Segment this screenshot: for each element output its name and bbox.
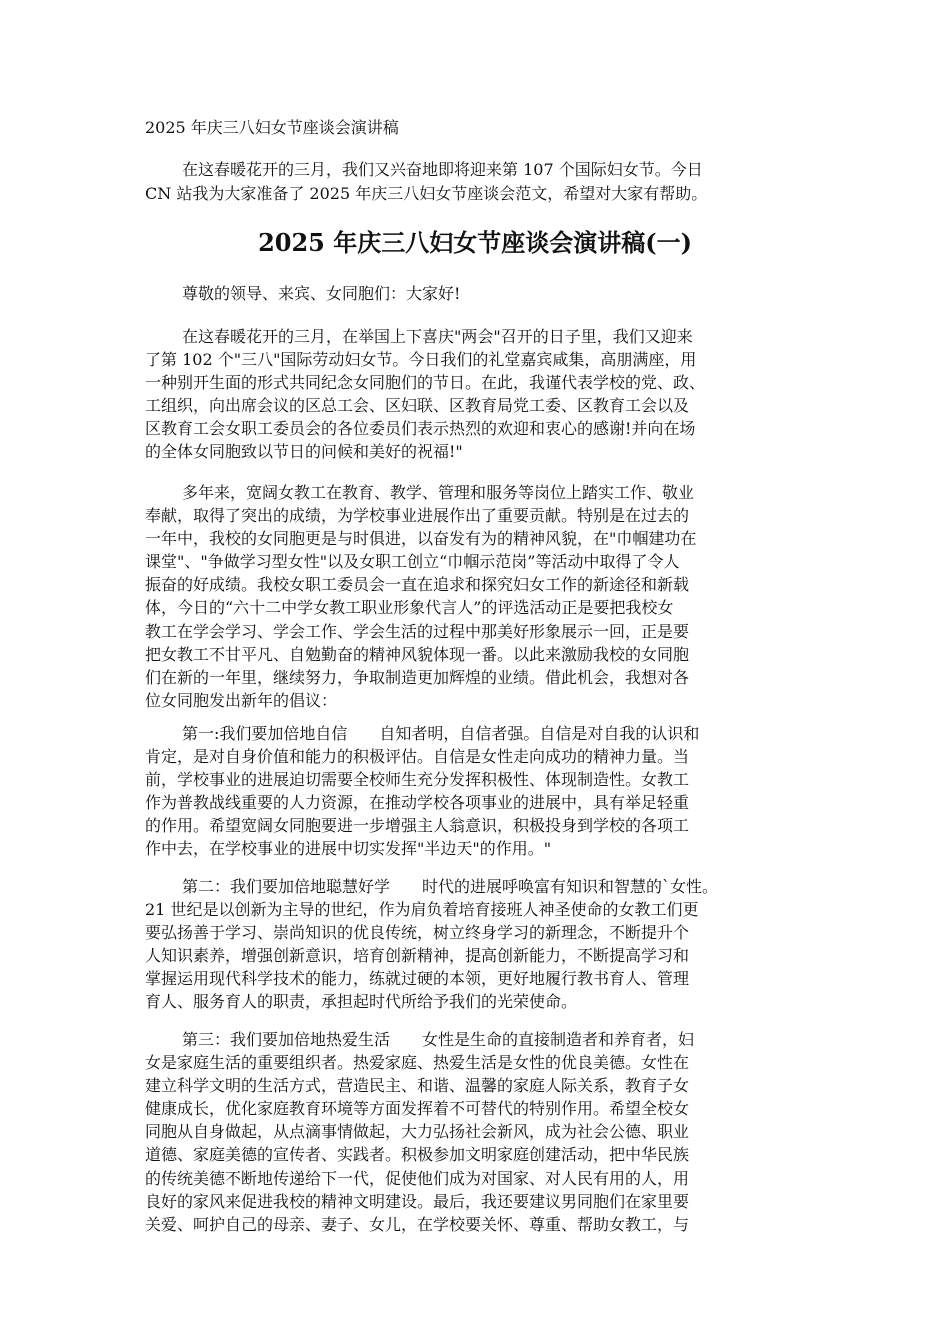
- paragraph-line: 第三：我们要加倍地热爱生活 女性是生命的直接制造者和养育者，妇: [182, 1030, 695, 1049]
- paragraph-line: 了第 102 个"三八"国际劳动妇女节。今日我们的礼堂嘉宾咸集，高朋满座，用: [145, 350, 697, 370]
- paragraph-line: 前，学校事业的进展迫切需要全校师生充分发挥积极性、体现制造性。女教工: [145, 770, 690, 790]
- paragraph-line: 体，今日的“六十二中学女教工职业形象代言人”的评选活动正是要把我校女: [145, 598, 674, 618]
- paragraph-line: 在这春暖花开的三月，在举国上下喜庆"两会"召开的日子里，我们又迎来: [182, 327, 693, 346]
- intro-line: CN 站我为大家准备了 2025 年庆三八妇女节座谈会范文，希望对大家有帮助。: [145, 184, 708, 203]
- paragraph-line: 奉献，取得了突出的成绩，为学校事业进展作出了重要贡献。特别是在过去的: [145, 506, 690, 526]
- paragraph-line: 同胞从自身做起，从点滴事情做起，大力弘扬社会新风，成为社会公德、职业: [145, 1122, 690, 1142]
- paragraph-4: [145, 875, 825, 1014]
- paragraph-line: 作中去，在学校事业的进展中切实发挥"半边天"的作用。": [145, 839, 552, 859]
- paragraph-line: 道德、家庭美德的宣传者、实践者。积极参加文明家庭创建活动，把中华民族: [145, 1145, 690, 1165]
- paragraph-line: 作为普教战线重要的人力资源，在推动学校各项事业的进展中，具有举足轻重: [145, 793, 690, 813]
- paragraph-line: 第一:我们要加倍地自信 自知者明，自信者强。自信是对自我的认识和: [182, 724, 700, 743]
- paragraph-line: 课堂"、"争做学习型女性"以及女职工创立“巾帼示范岗”等活动中取得了令人: [145, 552, 680, 572]
- paragraph-line: 区教育工会女职工委员会的各位委员们表示热烈的欢迎和衷心的感谢!并向在场: [145, 419, 696, 439]
- greeting-paragraph: [145, 282, 825, 305]
- paragraph-line: 把女教工不甘平凡、自勉勤奋的精神风貌体现一番。以此来激励我校的女同胞: [145, 644, 690, 664]
- paragraph-line: 第二：我们要加倍地聪慧好学 时代的进展呼唤富有知识和智慧的`女性。: [182, 877, 719, 896]
- paragraph-line: 女是家庭生活的重要组织者。热爱家庭、热爱生活是女性的优良美德。女性在: [145, 1053, 690, 1073]
- paragraph-line: 建立科学文明的生活方式，营造民主、和谐、温馨的家庭人际关系，教育子女: [145, 1076, 690, 1096]
- greeting-line: 尊敬的领导、来宾、女同胞们：大家好!: [182, 284, 461, 303]
- paragraph-line: 健康成长，优化家庭教育环境等方面发挥着不可替代的特别作用。希望全校女: [145, 1099, 690, 1119]
- paragraph-line: 们在新的一年里，继续努力，争取制造更加辉煌的业绩。借此机会，我想对各: [145, 667, 690, 687]
- paragraph-line: 位女同胞发出新年的倡议：: [145, 690, 338, 710]
- paragraph-line: 的传统美德不断地传递给下一代，促使他们成为对国家、对人民有用的人，用: [145, 1168, 690, 1188]
- paragraph-line: 的作用。希望宽阔女同胞要进一步增强主人翁意识，积极投身到学校的各项工: [145, 816, 690, 836]
- paragraph-line: 育人、服务育人的职责，承担起时代所给予我们的光荣使命。: [145, 992, 578, 1012]
- section-heading: 2025 年庆三八妇女节座谈会演讲稿(一): [258, 228, 692, 257]
- paragraph-line: 要弘扬善于学习、崇尚知识的优良传统，树立终身学习的新理念，不断提升个: [145, 923, 690, 943]
- paragraph-2: [145, 481, 825, 712]
- paragraph-line: 关爱、呵护自己的母亲、妻子、女儿，在学校要关怀、尊重、帮助女教工，与: [145, 1214, 690, 1234]
- paragraph-line: 的全体女同胞致以节日的问候和美好的祝福!": [145, 442, 463, 462]
- paragraph-line: 多年来，宽阔女教工在教育、教学、管理和服务等岗位上踏实工作、敬业: [182, 483, 695, 502]
- paragraph-3: [145, 722, 825, 861]
- intro-line: 在这春暖花开的三月，我们又兴奋地即将迎来第 107 个国际妇女节。今日: [182, 160, 703, 179]
- paragraph-line: 肯定，是对自身价值和能力的积极评估。自信是女性走向成功的精神力量。当: [145, 747, 690, 767]
- paragraph-line: 一年中，我校的女同胞更是与时俱进，以奋发有为的精神风貌，在"巾帼建功在: [145, 529, 697, 549]
- paragraph-line: 21 世纪是以创新为主导的世纪，作为肩负着培育接班人神圣使命的女教工们更: [145, 900, 699, 920]
- paragraph-line: 工组织，向出席会议的区总工会、区妇联、区教育局党工委、区教育工会以及: [145, 396, 690, 416]
- document-title: 2025 年庆三八妇女节座谈会演讲稿: [145, 118, 399, 137]
- paragraph-line: 教工在学会学习、学会工作、学会生活的过程中那美好形象展示一回，正是要: [145, 621, 690, 641]
- paragraph-line: 振奋的好成绩。我校女职工委员会一直在追求和探究妇女工作的新途径和新载: [145, 575, 690, 595]
- paragraph-line: 一种别开生面的形式共同纪念女同胞们的节日。在此，我谨代表学校的党、政、: [145, 373, 706, 393]
- paragraph-1: [145, 325, 825, 464]
- paragraph-line: 人知识素养，增强创新意识，培育创新精神，提高创新能力，不断提高学习和: [145, 946, 690, 966]
- paragraph-5: [145, 1028, 825, 1236]
- intro-paragraph: [145, 158, 805, 206]
- paragraph-line: 掌握运用现代科学技术的能力，练就过硬的本领，更好地履行教书育人、管理: [145, 969, 690, 989]
- paragraph-line: 良好的家风来促进我校的精神文明建设。最后，我还要建议男同胞们在家里要: [145, 1191, 690, 1211]
